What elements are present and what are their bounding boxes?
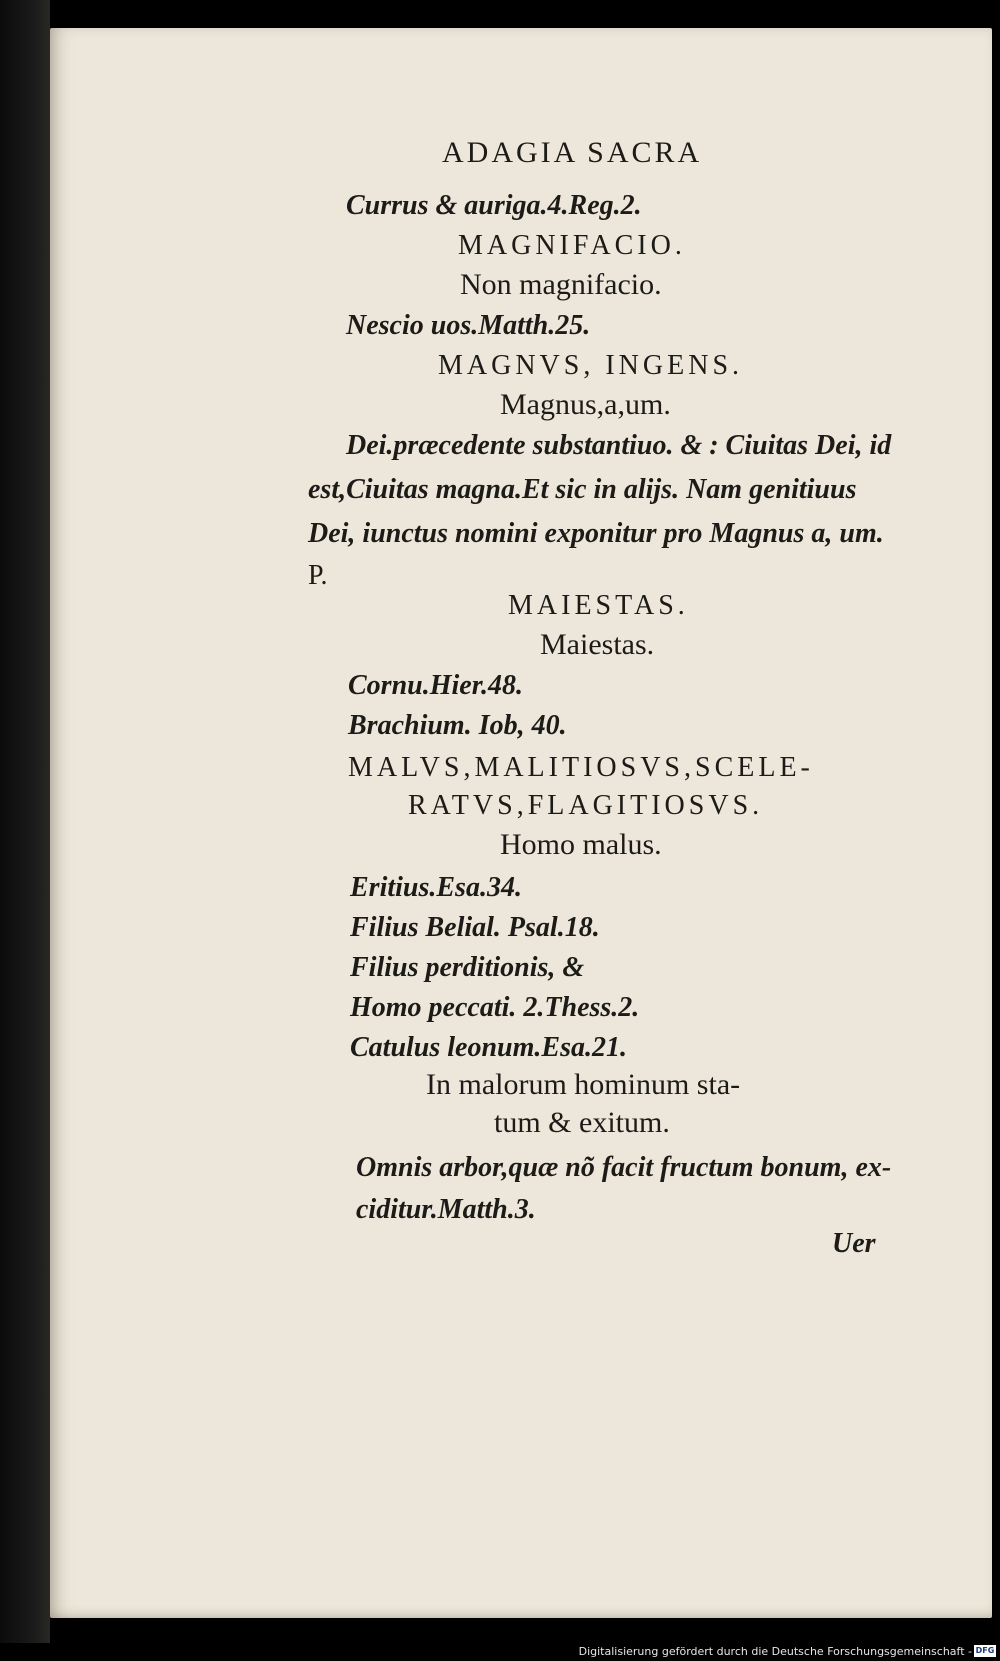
text-line: Filius Belial. Psal.18. [350, 912, 600, 943]
sub-heading: Non magnifacio. [460, 268, 662, 301]
section-heading: MAGNIFACIO. [458, 230, 686, 261]
text-line: P. [308, 560, 328, 591]
text-line: Brachium. Iob, 40. [348, 710, 567, 741]
text-line: Homo peccati. 2.Thess.2. [350, 992, 640, 1023]
text-line: ciditur.Matth.3. [356, 1194, 536, 1225]
text-line: Eritius.Esa.34. [350, 872, 522, 903]
text-line: Dei, iunctus nomini exponitur pro Magnus a, um. [308, 518, 884, 549]
sub-heading: In malorum hominum sta- [426, 1068, 741, 1101]
text-line: Catulus leonum.Esa.21. [350, 1032, 627, 1063]
section-heading: MALVS,MALITIOSVS,SCELE- [348, 752, 814, 783]
text-line: Currus & auriga.4.Reg.2. [346, 190, 642, 221]
section-heading: MAGNVS, INGENS. [438, 350, 744, 381]
sub-heading: Homo malus. [500, 828, 662, 861]
sub-heading: Maiestas. [540, 628, 655, 661]
text-line: Omnis arbor,quæ nõ facit fructum bonum, ex- [356, 1152, 892, 1183]
dfg-logo: DFG [975, 1646, 995, 1655]
section-heading: RATVS,FLAGITIOSVS. [408, 790, 764, 821]
sub-heading: Magnus,a,um. [500, 388, 671, 421]
text-line: Dei.præcedente substantiuo. & : Ciuitas Dei, id [346, 430, 892, 461]
catchword: Uer [832, 1228, 876, 1259]
footer-bar [0, 1643, 1000, 1661]
text-line: est,Ciuitas magna.Et sic in alijs. Nam genitiuus [308, 474, 857, 505]
funding-credit: Digitalisierung gefördert durch die Deutsche Forschungsgemeinschaft - [578, 1645, 972, 1658]
section-heading: MAIESTAS. [508, 590, 689, 621]
book-spine-edge [0, 0, 50, 1661]
book-page [50, 28, 992, 1618]
running-head: ADAGIA SACRA [442, 136, 703, 169]
text-line: Nescio uos.Matth.25. [346, 310, 591, 341]
sub-heading: tum & exitum. [494, 1106, 670, 1139]
text-line: Cornu.Hier.48. [348, 670, 524, 701]
text-line: Filius perditionis, & [350, 952, 585, 983]
